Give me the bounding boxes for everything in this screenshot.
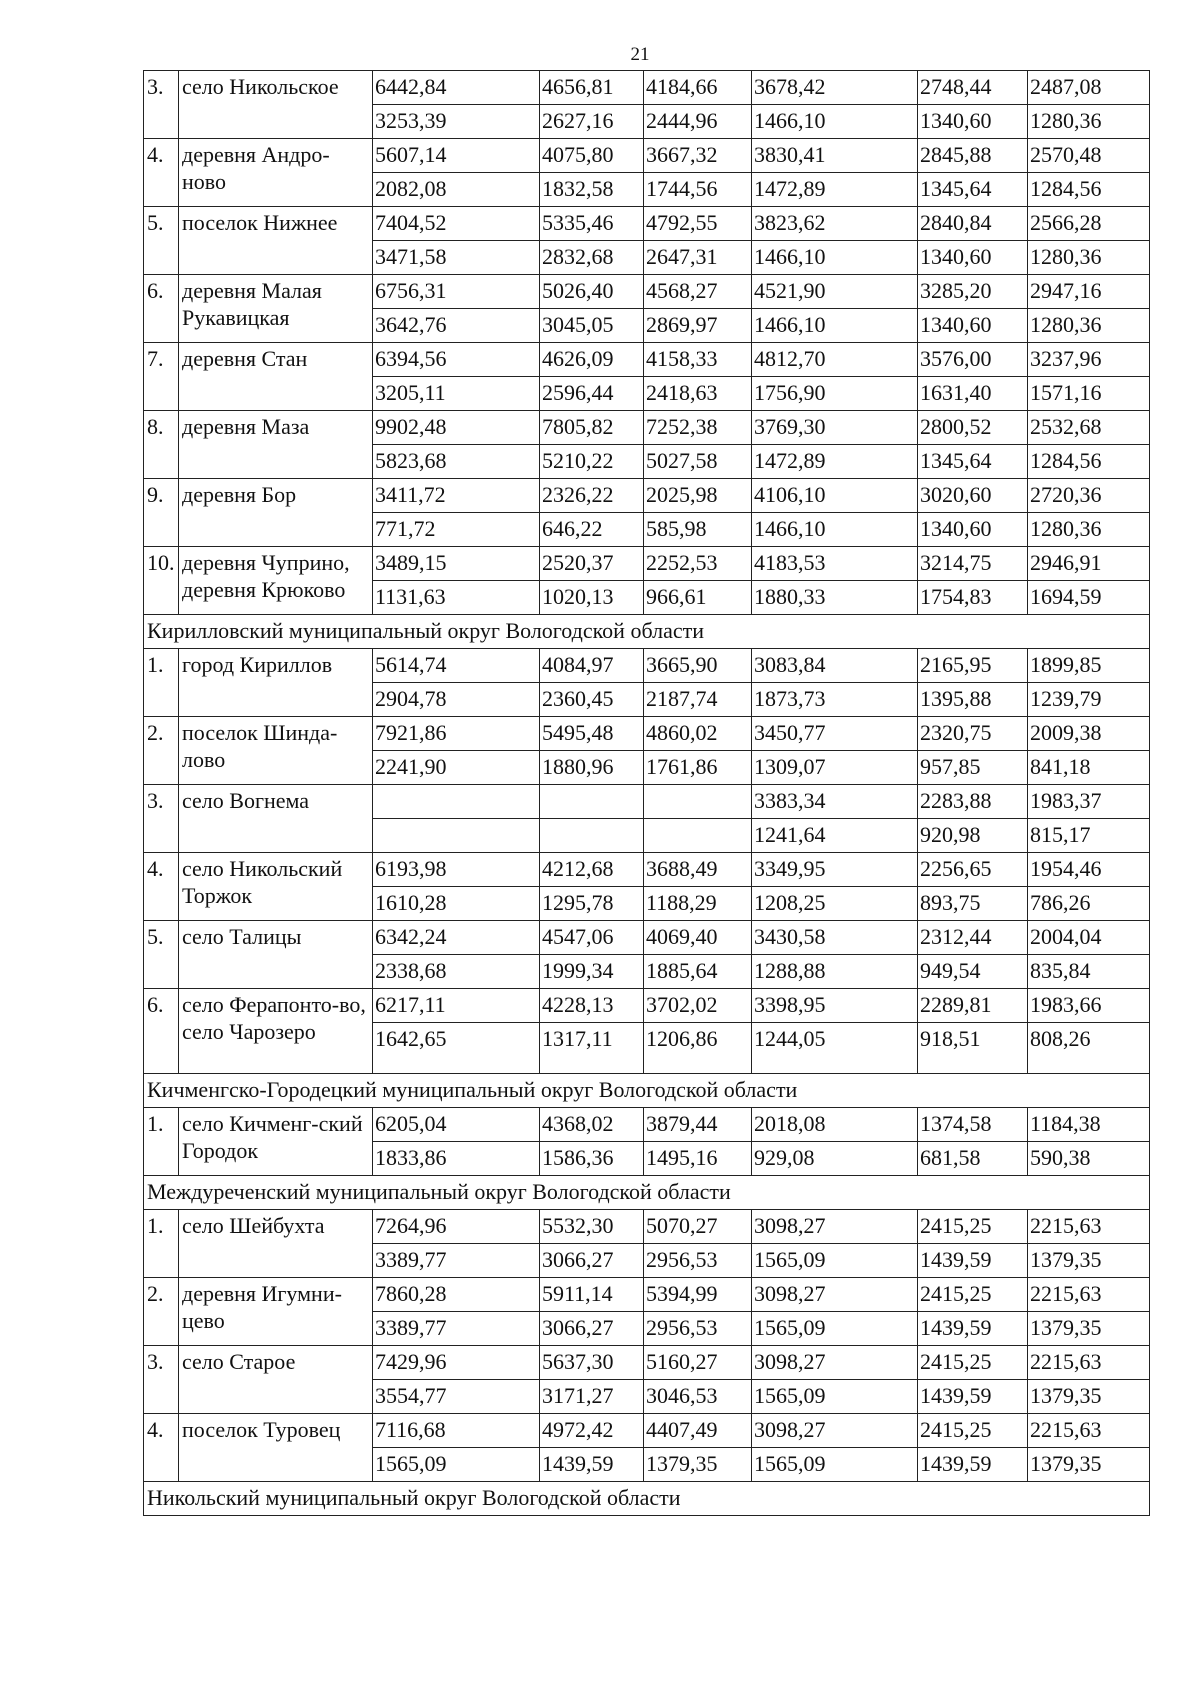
value-cell: 1439,59 bbox=[918, 1312, 1028, 1346]
row-number: 7. bbox=[144, 343, 179, 411]
value-cell: 2570,48 bbox=[1028, 139, 1150, 173]
value-cell: 2415,25 bbox=[918, 1346, 1028, 1380]
row-number: 1. bbox=[144, 1108, 179, 1176]
value-cell: 808,26 bbox=[1028, 1023, 1150, 1074]
row-number: 2. bbox=[144, 717, 179, 785]
row-number: 3. bbox=[144, 71, 179, 139]
value-cell: 1899,85 bbox=[1028, 649, 1150, 683]
value-cell: 1184,38 bbox=[1028, 1108, 1150, 1142]
value-cell: 5026,40 bbox=[540, 275, 644, 309]
settlement-name: город Кириллов bbox=[179, 649, 373, 717]
value-cell: 2241,90 bbox=[373, 751, 540, 785]
value-cell: 5394,99 bbox=[644, 1278, 752, 1312]
value-cell: 1379,35 bbox=[1028, 1380, 1150, 1414]
value-cell: 3450,77 bbox=[752, 717, 918, 751]
value-cell: 1885,64 bbox=[644, 955, 752, 989]
table-row bbox=[144, 479, 1150, 513]
value-cell: 1439,59 bbox=[918, 1380, 1028, 1414]
value-cell: 2289,81 bbox=[918, 989, 1028, 1023]
value-cell: 835,84 bbox=[1028, 955, 1150, 989]
table-row bbox=[144, 275, 1150, 309]
value-cell: 2720,36 bbox=[1028, 479, 1150, 513]
settlement-name: село Кичменг-ский Городок bbox=[179, 1108, 373, 1176]
value-cell: 771,72 bbox=[373, 513, 540, 547]
value-cell: 5070,27 bbox=[644, 1210, 752, 1244]
value-cell: 2596,44 bbox=[540, 377, 644, 411]
value-cell: 1756,90 bbox=[752, 377, 918, 411]
value-cell: 2187,74 bbox=[644, 683, 752, 717]
value-cell: 1754,83 bbox=[918, 581, 1028, 615]
value-cell: 2956,53 bbox=[644, 1312, 752, 1346]
value-cell: 2840,84 bbox=[918, 207, 1028, 241]
row-number: 5. bbox=[144, 207, 179, 275]
section-title: Кирилловский муниципальный округ Вологодской области bbox=[144, 615, 1150, 649]
value-cell: 3389,77 bbox=[373, 1244, 540, 1278]
settlement-name: село Вогнема bbox=[179, 785, 373, 853]
value-cell: 3678,42 bbox=[752, 71, 918, 105]
value-cell: 4075,80 bbox=[540, 139, 644, 173]
value-cell: 1565,09 bbox=[752, 1448, 918, 1482]
value-cell: 4972,42 bbox=[540, 1414, 644, 1448]
value-cell: 1761,86 bbox=[644, 751, 752, 785]
value-cell: 1565,09 bbox=[752, 1380, 918, 1414]
value-cell: 1239,79 bbox=[1028, 683, 1150, 717]
table-row bbox=[144, 1278, 1150, 1312]
value-cell: 3237,96 bbox=[1028, 343, 1150, 377]
value-cell: 1833,86 bbox=[373, 1142, 540, 1176]
value-cell: 2444,96 bbox=[644, 105, 752, 139]
value-cell: 3383,34 bbox=[752, 785, 918, 819]
value-cell: 1340,60 bbox=[918, 513, 1028, 547]
value-cell: 3098,27 bbox=[752, 1414, 918, 1448]
row-number: 3. bbox=[144, 785, 179, 853]
value-cell: 1379,35 bbox=[1028, 1312, 1150, 1346]
value-cell: 2215,63 bbox=[1028, 1414, 1150, 1448]
value-cell: 4084,97 bbox=[540, 649, 644, 683]
value-cell: 4106,10 bbox=[752, 479, 918, 513]
value-cell bbox=[373, 785, 540, 819]
value-cell: 3098,27 bbox=[752, 1210, 918, 1244]
value-cell: 5027,58 bbox=[644, 445, 752, 479]
row-number: 8. bbox=[144, 411, 179, 479]
value-cell: 3066,27 bbox=[540, 1244, 644, 1278]
value-cell: 1495,16 bbox=[644, 1142, 752, 1176]
value-cell: 5614,74 bbox=[373, 649, 540, 683]
value-cell: 2845,88 bbox=[918, 139, 1028, 173]
value-cell: 1379,35 bbox=[1028, 1244, 1150, 1278]
value-cell: 2947,16 bbox=[1028, 275, 1150, 309]
value-cell: 1131,63 bbox=[373, 581, 540, 615]
value-cell: 1466,10 bbox=[752, 105, 918, 139]
value-cell: 2252,53 bbox=[644, 547, 752, 581]
value-cell: 966,61 bbox=[644, 581, 752, 615]
row-number: 6. bbox=[144, 275, 179, 343]
value-cell: 841,18 bbox=[1028, 751, 1150, 785]
value-cell: 2956,53 bbox=[644, 1244, 752, 1278]
value-cell: 6756,31 bbox=[373, 275, 540, 309]
value-cell: 2018,08 bbox=[752, 1108, 918, 1142]
section-row bbox=[144, 1074, 1150, 1108]
table-row bbox=[144, 717, 1150, 751]
value-cell: 3665,90 bbox=[644, 649, 752, 683]
settlement-name: деревня Стан bbox=[179, 343, 373, 411]
value-cell: 4792,55 bbox=[644, 207, 752, 241]
value-cell: 1744,56 bbox=[644, 173, 752, 207]
value-cell: 2520,37 bbox=[540, 547, 644, 581]
value-cell: 5911,14 bbox=[540, 1278, 644, 1312]
value-cell: 2320,75 bbox=[918, 717, 1028, 751]
value-cell: 5532,30 bbox=[540, 1210, 644, 1244]
value-cell: 1631,40 bbox=[918, 377, 1028, 411]
table-row bbox=[144, 547, 1150, 581]
value-cell: 5607,14 bbox=[373, 139, 540, 173]
value-cell: 4184,66 bbox=[644, 71, 752, 105]
value-cell: 1439,59 bbox=[918, 1244, 1028, 1278]
page-number: 21 bbox=[630, 44, 650, 65]
value-cell: 1340,60 bbox=[918, 309, 1028, 343]
value-cell: 2487,08 bbox=[1028, 71, 1150, 105]
value-cell: 3045,05 bbox=[540, 309, 644, 343]
value-cell: 3083,84 bbox=[752, 649, 918, 683]
value-cell: 1954,46 bbox=[1028, 853, 1150, 887]
value-cell: 3411,72 bbox=[373, 479, 540, 513]
value-cell: 1439,59 bbox=[540, 1448, 644, 1482]
value-cell: 2415,25 bbox=[918, 1414, 1028, 1448]
value-cell: 2800,52 bbox=[918, 411, 1028, 445]
value-cell: 681,58 bbox=[918, 1142, 1028, 1176]
value-cell: 2946,91 bbox=[1028, 547, 1150, 581]
table-row bbox=[144, 853, 1150, 887]
table-row bbox=[144, 207, 1150, 241]
value-cell: 7921,86 bbox=[373, 717, 540, 751]
value-cell: 5210,22 bbox=[540, 445, 644, 479]
value-cell: 3430,58 bbox=[752, 921, 918, 955]
value-cell: 4521,90 bbox=[752, 275, 918, 309]
value-cell: 1466,10 bbox=[752, 513, 918, 547]
value-cell: 3489,15 bbox=[373, 547, 540, 581]
value-cell: 3214,75 bbox=[918, 547, 1028, 581]
settlement-name: село Никольский Торжок bbox=[179, 853, 373, 921]
row-number: 4. bbox=[144, 139, 179, 207]
value-cell: 1880,96 bbox=[540, 751, 644, 785]
value-cell: 2215,63 bbox=[1028, 1346, 1150, 1380]
value-cell: 3098,27 bbox=[752, 1346, 918, 1380]
value-cell: 5335,46 bbox=[540, 207, 644, 241]
value-cell: 920,98 bbox=[918, 819, 1028, 853]
value-cell: 2165,95 bbox=[918, 649, 1028, 683]
row-number: 6. bbox=[144, 989, 179, 1074]
value-cell: 2312,44 bbox=[918, 921, 1028, 955]
value-cell: 1610,28 bbox=[373, 887, 540, 921]
value-cell: 4568,27 bbox=[644, 275, 752, 309]
value-cell: 1241,64 bbox=[752, 819, 918, 853]
table-row bbox=[144, 649, 1150, 683]
value-cell: 1472,89 bbox=[752, 173, 918, 207]
table-row bbox=[144, 785, 1150, 819]
value-cell: 3066,27 bbox=[540, 1312, 644, 1346]
value-cell: 3642,76 bbox=[373, 309, 540, 343]
section-title: Междуреченский муниципальный округ Вологодской области bbox=[144, 1176, 1150, 1210]
value-cell: 2009,38 bbox=[1028, 717, 1150, 751]
value-cell: 1983,37 bbox=[1028, 785, 1150, 819]
value-cell: 1206,86 bbox=[644, 1023, 752, 1074]
table-row bbox=[144, 921, 1150, 955]
value-cell: 2415,25 bbox=[918, 1278, 1028, 1312]
value-cell: 1280,36 bbox=[1028, 241, 1150, 275]
value-cell: 6217,11 bbox=[373, 989, 540, 1023]
value-cell: 2283,88 bbox=[918, 785, 1028, 819]
value-cell: 7429,96 bbox=[373, 1346, 540, 1380]
value-cell: 1983,66 bbox=[1028, 989, 1150, 1023]
settlement-name: деревня Игумни-цево bbox=[179, 1278, 373, 1346]
value-cell: 9902,48 bbox=[373, 411, 540, 445]
value-cell: 1565,09 bbox=[752, 1312, 918, 1346]
value-cell bbox=[540, 819, 644, 853]
value-cell: 2025,98 bbox=[644, 479, 752, 513]
value-cell: 3098,27 bbox=[752, 1278, 918, 1312]
row-number: 4. bbox=[144, 853, 179, 921]
value-cell: 3020,60 bbox=[918, 479, 1028, 513]
value-cell: 2326,22 bbox=[540, 479, 644, 513]
value-cell: 1395,88 bbox=[918, 683, 1028, 717]
value-cell: 3046,53 bbox=[644, 1380, 752, 1414]
value-cell: 7805,82 bbox=[540, 411, 644, 445]
value-cell: 4368,02 bbox=[540, 1108, 644, 1142]
value-cell: 815,17 bbox=[1028, 819, 1150, 853]
value-cell: 1340,60 bbox=[918, 241, 1028, 275]
value-cell: 3471,58 bbox=[373, 241, 540, 275]
value-cell: 4069,40 bbox=[644, 921, 752, 955]
value-cell bbox=[540, 785, 644, 819]
value-cell: 3554,77 bbox=[373, 1380, 540, 1414]
value-cell: 3389,77 bbox=[373, 1312, 540, 1346]
value-cell: 1439,59 bbox=[918, 1448, 1028, 1482]
section-row bbox=[144, 1482, 1150, 1516]
value-cell: 3830,41 bbox=[752, 139, 918, 173]
value-cell: 4656,81 bbox=[540, 71, 644, 105]
row-number: 1. bbox=[144, 649, 179, 717]
value-cell: 6342,24 bbox=[373, 921, 540, 955]
value-cell: 1873,73 bbox=[752, 683, 918, 717]
value-cell: 1280,36 bbox=[1028, 105, 1150, 139]
value-cell: 1188,29 bbox=[644, 887, 752, 921]
value-cell: 949,54 bbox=[918, 955, 1028, 989]
table-row bbox=[144, 1108, 1150, 1142]
value-cell: 4183,53 bbox=[752, 547, 918, 581]
value-cell: 2338,68 bbox=[373, 955, 540, 989]
value-cell: 5495,48 bbox=[540, 717, 644, 751]
row-number: 4. bbox=[144, 1414, 179, 1482]
value-cell: 893,75 bbox=[918, 887, 1028, 921]
value-cell: 4228,13 bbox=[540, 989, 644, 1023]
value-cell: 1280,36 bbox=[1028, 513, 1150, 547]
value-cell: 6193,98 bbox=[373, 853, 540, 887]
value-cell: 1345,64 bbox=[918, 445, 1028, 479]
value-cell: 2869,97 bbox=[644, 309, 752, 343]
value-cell: 1694,59 bbox=[1028, 581, 1150, 615]
section-title: Никольский муниципальный округ Вологодской области bbox=[144, 1482, 1150, 1516]
value-cell: 4626,09 bbox=[540, 343, 644, 377]
value-cell: 1466,10 bbox=[752, 241, 918, 275]
value-cell: 7252,38 bbox=[644, 411, 752, 445]
settlement-name: поселок Нижнее bbox=[179, 207, 373, 275]
value-cell: 3823,62 bbox=[752, 207, 918, 241]
value-cell: 1374,58 bbox=[918, 1108, 1028, 1142]
value-cell: 1571,16 bbox=[1028, 377, 1150, 411]
value-cell: 5637,30 bbox=[540, 1346, 644, 1380]
value-cell: 1832,58 bbox=[540, 173, 644, 207]
value-cell bbox=[644, 819, 752, 853]
value-cell: 2627,16 bbox=[540, 105, 644, 139]
value-cell: 3667,32 bbox=[644, 139, 752, 173]
settlement-name: село Никольское bbox=[179, 71, 373, 139]
row-number: 3. bbox=[144, 1346, 179, 1414]
value-cell: 7116,68 bbox=[373, 1414, 540, 1448]
value-cell: 1309,07 bbox=[752, 751, 918, 785]
value-cell: 7264,96 bbox=[373, 1210, 540, 1244]
value-cell: 1317,11 bbox=[540, 1023, 644, 1074]
section-title: Кичменгско-Городецкий муниципальный округ Вологодской области bbox=[144, 1074, 1150, 1108]
value-cell: 4407,49 bbox=[644, 1414, 752, 1448]
value-cell: 1642,65 bbox=[373, 1023, 540, 1074]
value-cell: 2647,31 bbox=[644, 241, 752, 275]
value-cell: 1379,35 bbox=[1028, 1448, 1150, 1482]
settlement-name: деревня Маза bbox=[179, 411, 373, 479]
value-cell: 1284,56 bbox=[1028, 445, 1150, 479]
row-number: 10. bbox=[144, 547, 179, 615]
table-row bbox=[144, 139, 1150, 173]
value-cell: 3253,39 bbox=[373, 105, 540, 139]
settlement-name: село Талицы bbox=[179, 921, 373, 989]
value-cell: 1280,36 bbox=[1028, 309, 1150, 343]
value-cell: 918,51 bbox=[918, 1023, 1028, 1074]
value-cell: 2832,68 bbox=[540, 241, 644, 275]
tariff-table bbox=[143, 70, 1150, 1516]
value-cell: 1345,64 bbox=[918, 173, 1028, 207]
value-cell: 3702,02 bbox=[644, 989, 752, 1023]
value-cell: 2082,08 bbox=[373, 173, 540, 207]
value-cell: 1208,25 bbox=[752, 887, 918, 921]
value-cell bbox=[373, 819, 540, 853]
section-row bbox=[144, 1176, 1150, 1210]
value-cell: 786,26 bbox=[1028, 887, 1150, 921]
value-cell: 1295,78 bbox=[540, 887, 644, 921]
row-number: 1. bbox=[144, 1210, 179, 1278]
value-cell: 957,85 bbox=[918, 751, 1028, 785]
value-cell: 1999,34 bbox=[540, 955, 644, 989]
row-number: 9. bbox=[144, 479, 179, 547]
table-body bbox=[144, 71, 1150, 1516]
settlement-name: деревня Чуприно, деревня Крюково bbox=[179, 547, 373, 615]
value-cell: 1880,33 bbox=[752, 581, 918, 615]
value-cell: 4547,06 bbox=[540, 921, 644, 955]
value-cell: 1379,35 bbox=[644, 1448, 752, 1482]
value-cell: 4860,02 bbox=[644, 717, 752, 751]
value-cell: 1565,09 bbox=[752, 1244, 918, 1278]
value-cell: 7404,52 bbox=[373, 207, 540, 241]
value-cell: 4158,33 bbox=[644, 343, 752, 377]
value-cell: 1284,56 bbox=[1028, 173, 1150, 207]
settlement-name: поселок Шинда-лово bbox=[179, 717, 373, 785]
settlement-name: село Шейбухта bbox=[179, 1210, 373, 1278]
value-cell: 3349,95 bbox=[752, 853, 918, 887]
settlement-name: село Ферапонто-во, село Чарозеро bbox=[179, 989, 373, 1074]
table-row bbox=[144, 343, 1150, 377]
value-cell: 3879,44 bbox=[644, 1108, 752, 1142]
value-cell: 4212,68 bbox=[540, 853, 644, 887]
value-cell: 2215,63 bbox=[1028, 1210, 1150, 1244]
value-cell: 2004,04 bbox=[1028, 921, 1150, 955]
value-cell: 590,38 bbox=[1028, 1142, 1150, 1176]
value-cell: 1565,09 bbox=[373, 1448, 540, 1482]
value-cell: 5160,27 bbox=[644, 1346, 752, 1380]
value-cell: 2256,65 bbox=[918, 853, 1028, 887]
value-cell: 929,08 bbox=[752, 1142, 918, 1176]
settlement-name: деревня Малая Рукавицкая bbox=[179, 275, 373, 343]
table-row bbox=[144, 411, 1150, 445]
value-cell: 2215,63 bbox=[1028, 1278, 1150, 1312]
settlement-name: поселок Туровец bbox=[179, 1414, 373, 1482]
settlement-name: деревня Андро-ново bbox=[179, 139, 373, 207]
settlement-name: деревня Бор bbox=[179, 479, 373, 547]
value-cell: 2360,45 bbox=[540, 683, 644, 717]
value-cell: 1288,88 bbox=[752, 955, 918, 989]
value-cell: 646,22 bbox=[540, 513, 644, 547]
value-cell: 2532,68 bbox=[1028, 411, 1150, 445]
value-cell: 1466,10 bbox=[752, 309, 918, 343]
settlement-name: село Старое bbox=[179, 1346, 373, 1414]
section-row bbox=[144, 615, 1150, 649]
value-cell: 1472,89 bbox=[752, 445, 918, 479]
table-row bbox=[144, 989, 1150, 1023]
value-cell: 3688,49 bbox=[644, 853, 752, 887]
value-cell: 3285,20 bbox=[918, 275, 1028, 309]
value-cell: 3576,00 bbox=[918, 343, 1028, 377]
value-cell: 6205,04 bbox=[373, 1108, 540, 1142]
value-cell: 3398,95 bbox=[752, 989, 918, 1023]
value-cell: 2418,63 bbox=[644, 377, 752, 411]
value-cell: 3769,30 bbox=[752, 411, 918, 445]
table-row bbox=[144, 1210, 1150, 1244]
value-cell: 6394,56 bbox=[373, 343, 540, 377]
table-row bbox=[144, 71, 1150, 105]
value-cell: 2566,28 bbox=[1028, 207, 1150, 241]
table-row bbox=[144, 1414, 1150, 1448]
value-cell bbox=[644, 785, 752, 819]
value-cell: 3205,11 bbox=[373, 377, 540, 411]
value-cell: 3171,27 bbox=[540, 1380, 644, 1414]
value-cell: 1244,05 bbox=[752, 1023, 918, 1074]
value-cell: 5823,68 bbox=[373, 445, 540, 479]
value-cell: 6442,84 bbox=[373, 71, 540, 105]
value-cell: 2748,44 bbox=[918, 71, 1028, 105]
value-cell: 585,98 bbox=[644, 513, 752, 547]
value-cell: 2415,25 bbox=[918, 1210, 1028, 1244]
value-cell: 1340,60 bbox=[918, 105, 1028, 139]
table-row bbox=[144, 1346, 1150, 1380]
value-cell: 7860,28 bbox=[373, 1278, 540, 1312]
value-cell: 2904,78 bbox=[373, 683, 540, 717]
value-cell: 1586,36 bbox=[540, 1142, 644, 1176]
row-number: 5. bbox=[144, 921, 179, 989]
row-number: 2. bbox=[144, 1278, 179, 1346]
value-cell: 4812,70 bbox=[752, 343, 918, 377]
value-cell: 1020,13 bbox=[540, 581, 644, 615]
